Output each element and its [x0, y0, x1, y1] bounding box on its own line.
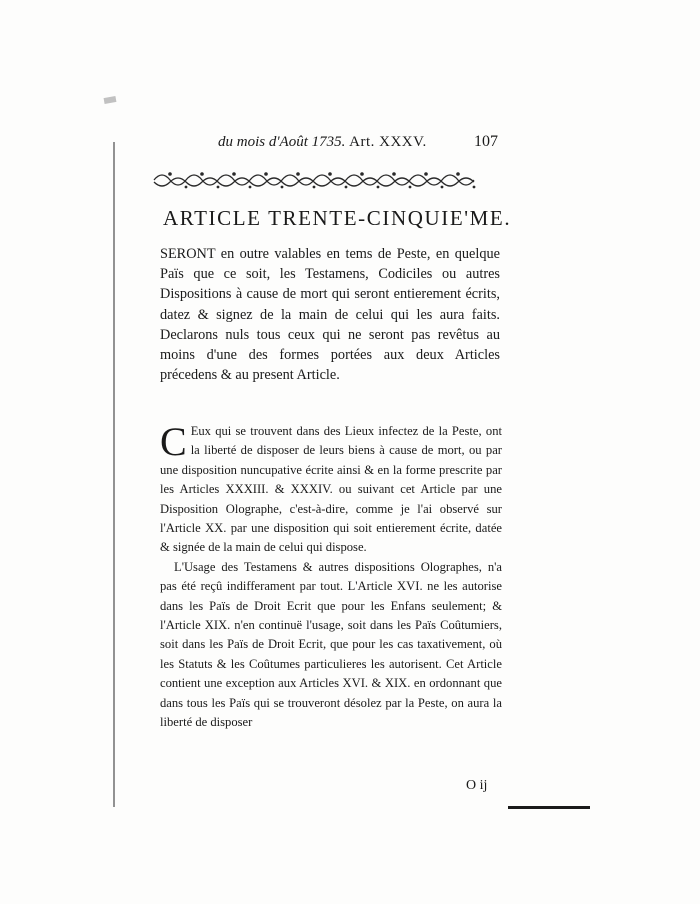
- page-number: 107: [474, 133, 498, 150]
- running-head-date: du mois d'Août 1735.: [218, 134, 346, 150]
- binding-edge-line: [113, 142, 115, 807]
- catchword: O ij: [466, 778, 488, 793]
- running-head-article: Art. XXXV.: [349, 134, 427, 150]
- article-text: [160, 244, 500, 385]
- bottom-rule: [508, 806, 590, 809]
- fleuron-ornament-band: [150, 168, 490, 192]
- commentary-paragraph-1: [160, 419, 502, 558]
- running-head: [218, 133, 498, 151]
- commentary-paragraph-1-text: Eux qui se trouvent dans des Lieux infectez de la Peste, ont la liberté de disposer de leurs biens à cause de mort, ou par une disposition nuncupative écrite ainsi & en la forme prescrite par les Articles XXXIII. & XXXIV. ou suivant cet Article par une Disposition Olographe, c'est-à-dire, comme je l'ai observé sur l'Article XX. par une disposition qui soit entierement écrite, datée & signée de la main de celui qui dispose.: [160, 424, 502, 555]
- page-smudge-mark: [104, 96, 117, 104]
- article-body: SERONT en outre valables en tems de Peste, en quelque Païs que ce soit, les Testamens, Codiciles ou autres Dispositions à cause de mort qui seront entierement écrits, datez & signez de la main de celui qui les aura faits. Declarons nuls tous ceux qui ne seront pas revêtus au moins d'une des formes portées aux deux Articles précedens & au present Article.: [160, 246, 500, 384]
- commentary-paragraph-2: L'Usage des Testamens & autres dispositions Olographes, n'a pas été reçû indifferament par tout. L'Article XVI. ne les autorise dans les Païs de Droit Ecrit que pour les Enfans seulement; & l'Article XIX. n'en continuë l'usage, soit dans les Païs Coûtumiers, soit dans les Païs de Droit Ecrit, que pour les cas taxativement, où les Statuts & les Coûtumes particulieres les autorisent. Cet Article contient une exception aux Articles XVI. & XIX. en ordonnant que dans tous les Païs qui se trouveront désolez par la Peste, on aura la liberté de disposer: [160, 559, 502, 730]
- article-heading: ARTICLE TRENTE-CINQUIE'ME.: [163, 206, 512, 230]
- running-head-left: [218, 134, 427, 151]
- commentary: [160, 419, 502, 733]
- drop-cap: C: [160, 419, 187, 464]
